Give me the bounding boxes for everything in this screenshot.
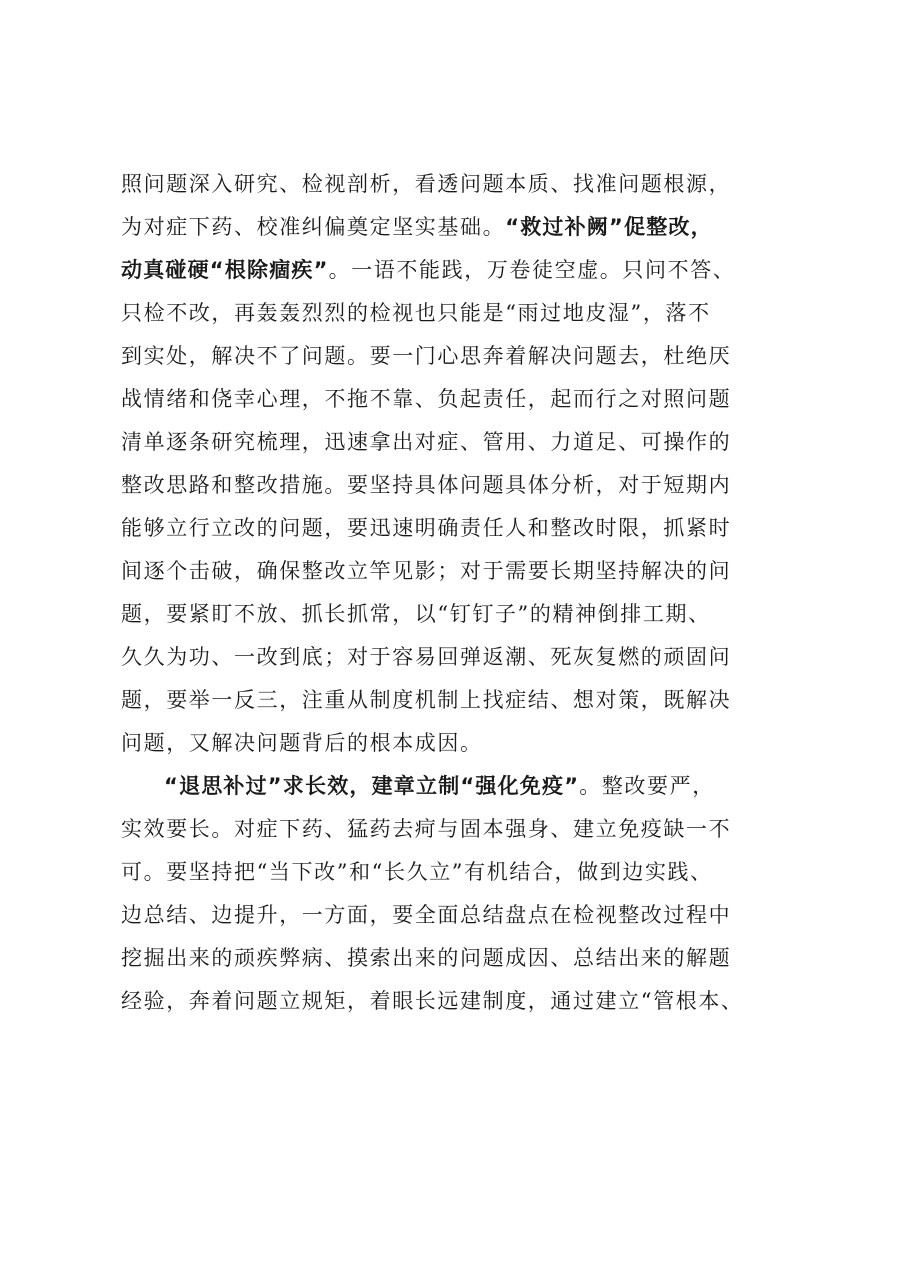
body-text: 。整改要严， <box>579 774 715 798</box>
body-text: 间逐个击破，确保整改立竿见影；对于需要长期坚持解决的问 <box>121 559 732 583</box>
paragraph1-line <box>121 640 801 674</box>
paragraph1-line <box>121 167 801 201</box>
body-text: 到实处，解决不了问题。要一门心思奔着解决问题去，杜绝厌 <box>121 344 732 368</box>
paragraph2-line <box>121 941 801 975</box>
body-text: 整改思路和整改措施。要坚持具体问题具体分析，对于短期内 <box>121 473 732 497</box>
paragraph2-line <box>121 855 801 889</box>
body-text: 经验，奔着问题立规矩，着眼长远建制度，通过建立“管根本、 <box>121 989 744 1013</box>
body-text: 为对症下药、校准纠偏奠定坚实基础。 <box>121 215 506 239</box>
paragraph1-line <box>121 554 801 588</box>
paragraph1-line <box>121 511 801 545</box>
body-text: 。一语不能践，万卷徒空虚。只问不答、 <box>328 258 736 282</box>
paragraph2-line <box>121 898 801 932</box>
paragraph1-line <box>121 253 801 287</box>
paragraph1-line <box>121 339 801 373</box>
paragraph1-line <box>121 296 801 330</box>
paragraph1-line <box>121 425 801 459</box>
paragraph1-line <box>121 382 801 416</box>
paragraph1-line <box>121 683 801 717</box>
bold-heading-text: 动真碰硬“根除痼疾” <box>121 258 329 282</box>
body-text: 边总结、边提升，一方面，要全面总结盘点在检视整改过程中 <box>121 903 732 927</box>
body-text: 战情绪和侥幸心理，不拖不靠、负起责任，起而行之对照问题 <box>121 387 732 411</box>
body-text: 能够立行立改的问题，要迅速明确责任人和整改时限，抓紧时 <box>121 516 732 540</box>
paragraph2-line <box>121 984 801 1018</box>
body-text: 久久为功、一改到底；对于容易回弹返潮、死灰复燃的顽固问 <box>121 645 732 669</box>
body-text: 题，要举一反三，注重从制度机制上找症结、想对策，既解决 <box>121 688 732 712</box>
paragraph1-line <box>121 726 801 760</box>
paragraph2-line <box>164 769 804 803</box>
body-text: 照问题深入研究、检视剖析，看透问题本质、找准问题根源， <box>121 172 732 196</box>
body-text: 挖掘出来的顽疾弊病、摸索出来的问题成因、总结出来的解题 <box>121 946 732 970</box>
body-text: 题，要紧盯不放、抓长抓常，以“钉钉子”的精神倒排工期、 <box>121 602 711 626</box>
body-text: 只检不改，再轰轰烈烈的检视也只能是“雨过地皮湿”，落不 <box>121 301 711 325</box>
body-text: 可。要坚持把“当下改”和“长久立”有机结合，做到边实践、 <box>121 860 713 884</box>
body-text: 清单逐条研究梳理，迅速拿出对症、管用、力道足、可操作的 <box>121 430 732 454</box>
paragraph1-line <box>121 597 801 631</box>
paragraph2-line <box>121 812 801 846</box>
paragraph1-line <box>121 210 801 244</box>
bold-heading-text: “退思补过”求长效，建章立制“强化免疫” <box>164 774 580 798</box>
paragraph1-line <box>121 468 801 502</box>
body-text: 问题，又解决问题背后的根本成因。 <box>121 731 483 755</box>
bold-heading-text: “救过补阙”促整改， <box>505 215 713 239</box>
body-text: 实效要长。对症下药、猛药去疴与固本强身、建立免疫缺一不 <box>121 817 732 841</box>
